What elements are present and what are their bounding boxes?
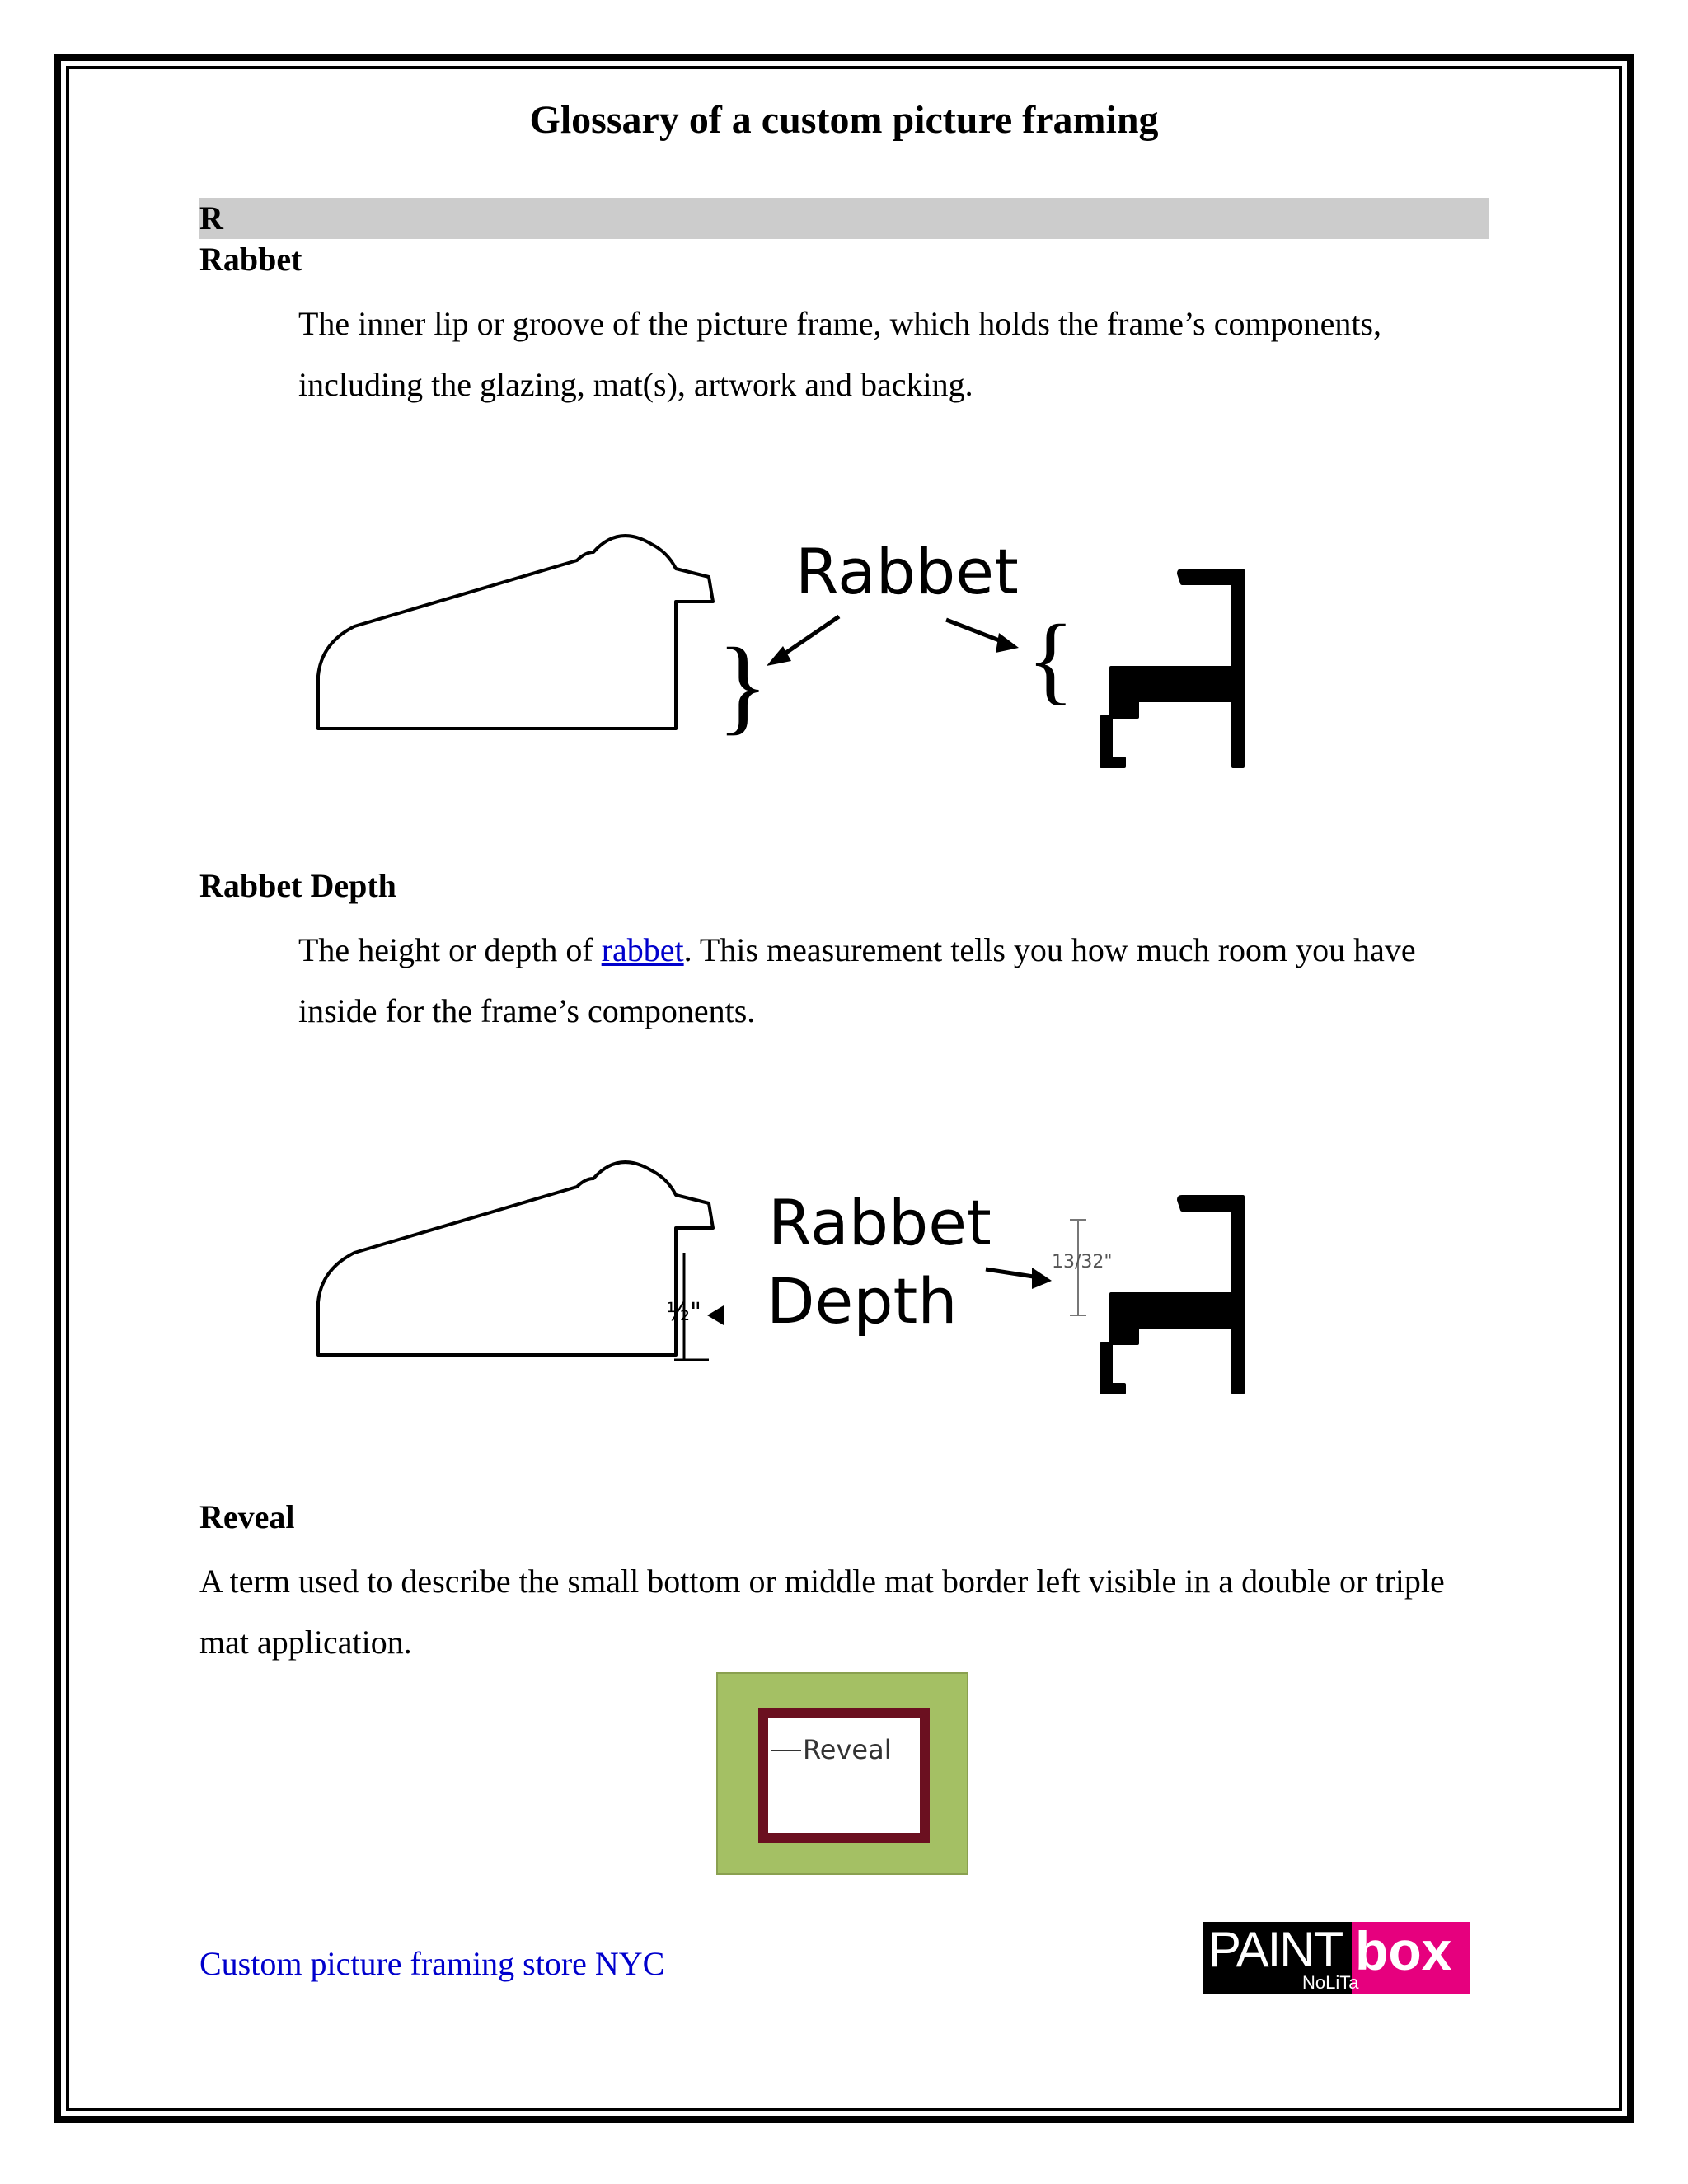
- rabbet-diagram: [305, 527, 1294, 791]
- frame-profile-shape: [318, 1162, 713, 1355]
- logo-paint-text: PAINT: [1208, 1922, 1343, 1977]
- definition-rabbet-depth: [298, 920, 1485, 1042]
- half-inch-label: ½": [666, 1298, 701, 1327]
- metal-frame-profile: [1101, 570, 1243, 766]
- rabbet-link[interactable]: rabbet: [601, 931, 684, 968]
- right-brace-glyph: {: [1027, 604, 1075, 714]
- term-rabbet-depth: Rabbet Depth: [199, 867, 396, 904]
- definition-text-after-link: . This measurement tells you how much room you have inside for the frame’s components.: [298, 931, 1416, 1029]
- logo-box-text: box: [1355, 1920, 1452, 1981]
- section-letter-bar: [199, 198, 1489, 239]
- reveal-diagram: [715, 1671, 971, 1877]
- rabbet-depth-diagram: [305, 1154, 1294, 1418]
- definition-text-before-link: The height or depth of: [298, 931, 602, 968]
- section-letter: R: [199, 199, 223, 237]
- paintbox-logo: [1203, 1922, 1470, 1994]
- definition-rabbet: The inner lip or groove of the picture frame, which holds the frame’s components, including the glazing, mat(s), artwork and backing.: [298, 305, 1382, 403]
- term-rabbet: Rabbet: [199, 241, 302, 278]
- reveal-label: Reveal: [803, 1734, 892, 1765]
- left-brace-glyph: }: [717, 626, 769, 745]
- store-link[interactable]: Custom picture framing store NYC: [199, 1945, 665, 1982]
- logo-sub-text: NoLiTa: [1302, 1972, 1359, 1993]
- rabbet-label: Rabbet: [768, 1186, 992, 1259]
- page-title: Glossary of a custom picture framing: [529, 98, 1159, 142]
- frame-profile-shape: [318, 536, 713, 729]
- metal-frame-profile: [1101, 1197, 1243, 1393]
- definition-reveal: A term used to describe the small bottom or middle mat border left visible in a double or triple mat application.: [199, 1563, 1445, 1661]
- term-reveal: Reveal: [199, 1498, 295, 1535]
- depth-label: Depth: [767, 1264, 958, 1338]
- thirteen-32-label: 13/32": [1052, 1252, 1113, 1272]
- rabbet-label: Rabbet: [795, 535, 1019, 608]
